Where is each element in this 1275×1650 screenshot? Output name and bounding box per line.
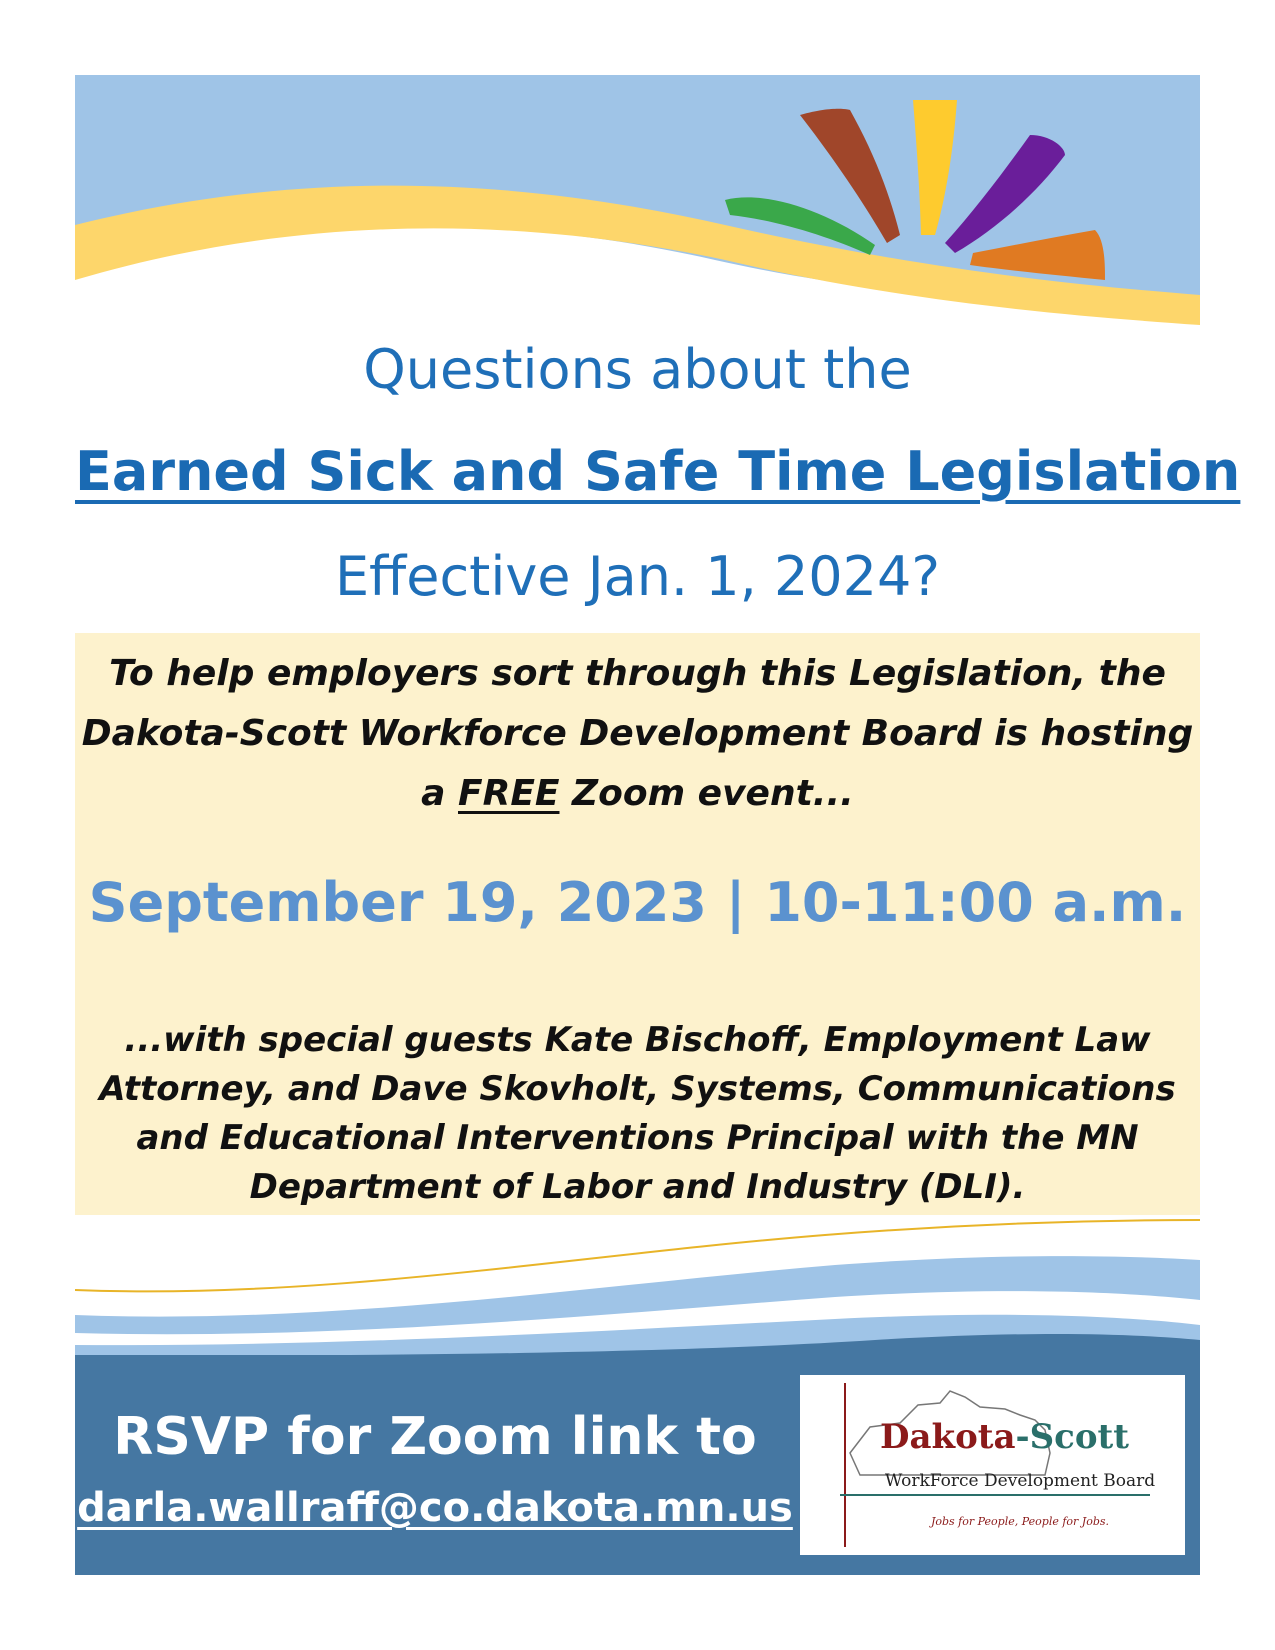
top-banner-artwork xyxy=(75,75,1200,340)
guests-line-4: Department of Labor and Industry (DLI). xyxy=(249,1167,1026,1207)
intro-line-3-suffix: Zoom event... xyxy=(559,773,854,814)
heading-effective-date: Effective Jan. 1, 2024? xyxy=(334,545,941,608)
intro-line-2: Dakota-Scott Workforce Development Board is hosting xyxy=(81,713,1194,754)
event-date-time: September 19, 2023 | 10-11:00 a.m. xyxy=(88,871,1187,934)
free-word: FREE xyxy=(458,773,560,814)
logo-subtitle: WorkForce Development Board xyxy=(884,1471,1156,1491)
bottom-wave-artwork xyxy=(75,1215,1200,1360)
logo-name-dakota: Dakota xyxy=(880,1417,1016,1457)
guests-line-2: Attorney, and Dave Skovholt, Systems, Communications xyxy=(99,1069,1176,1109)
intro-line-1: To help employers sort through this Legislation, the xyxy=(109,653,1166,694)
county-map-icon xyxy=(800,1375,1185,1555)
rsvp-email-link[interactable]: darla.wallraff@co.dakota.mn.us xyxy=(77,1485,793,1531)
dakota-scott-logo xyxy=(800,1375,1185,1555)
logo-name xyxy=(880,1417,1129,1457)
guests-line-3: and Educational Interventions Principal with the MN xyxy=(136,1118,1139,1158)
footer-rsvp-band xyxy=(75,1355,1200,1575)
intro-line-3-prefix: a xyxy=(421,773,458,814)
event-info-box xyxy=(75,633,1200,1215)
heading-title-text: Earned Sick and Safe Time Legislation xyxy=(75,440,1241,503)
intro-line-3 xyxy=(75,773,1200,814)
heading-line-1: Questions about the xyxy=(363,338,912,401)
logo-tagline: Jobs for People, People for Jobs. xyxy=(930,1515,1110,1528)
logo-name-scott: -Scott xyxy=(1015,1417,1129,1457)
heading-title xyxy=(75,440,1241,503)
guests-line-1: ...with special guests Kate Bischoff, Employment Law xyxy=(124,1020,1151,1060)
rsvp-label: RSVP for Zoom link to xyxy=(113,1407,757,1467)
